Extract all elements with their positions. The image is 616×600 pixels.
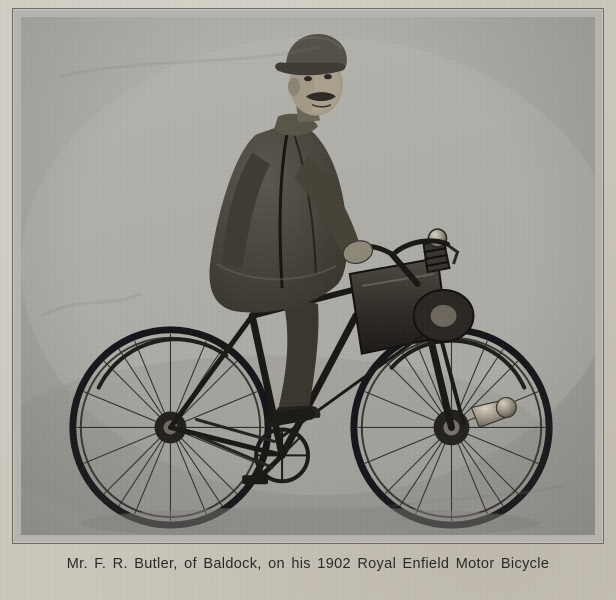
photo-plate-frame — [12, 8, 604, 544]
photograph — [21, 17, 595, 535]
photo-artwork — [21, 17, 595, 535]
photo-caption: Mr. F. R. Butler, of Baldock, on his 1902 Royal Enfield Motor Bicycle — [66, 556, 550, 572]
